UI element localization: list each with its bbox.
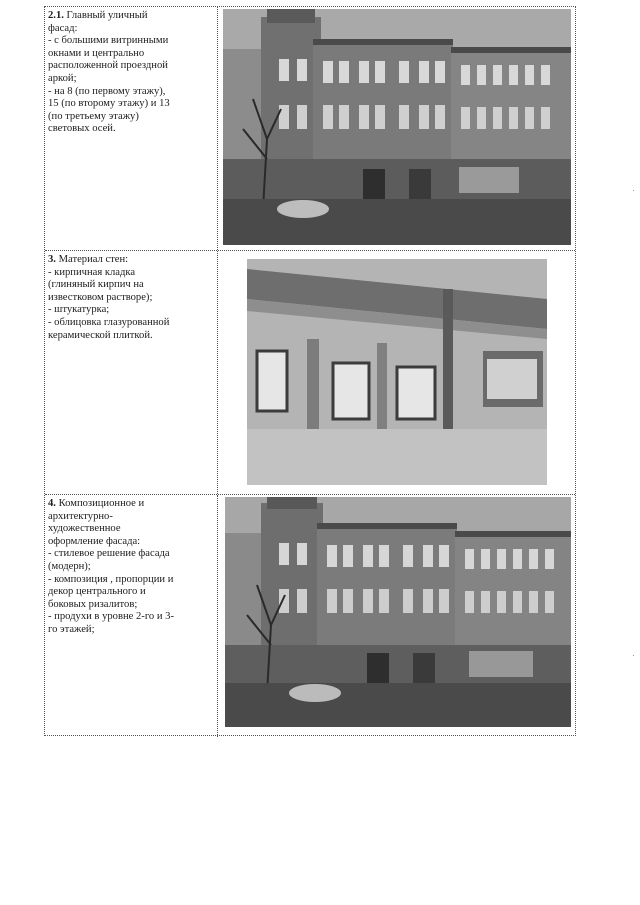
feature-description <box>48 254 214 342</box>
column-divider <box>217 7 218 250</box>
heritage-features-table <box>44 6 576 736</box>
composition-photo <box>225 497 571 727</box>
composition-photo-image <box>225 497 571 727</box>
feature-description <box>48 498 214 637</box>
feature-number: 2.1. <box>48 10 64 21</box>
table-row <box>45 495 575 737</box>
column-divider <box>217 495 218 737</box>
feature-description <box>48 10 214 136</box>
feature-number: 3. <box>48 254 56 265</box>
wall-detail-photo <box>247 259 547 485</box>
feature-number: 4. <box>48 498 56 509</box>
feature-text: Материал стен: - кирпичная кладка (глиняный кирпич на известковом растворе); - штукатурка; - облицовка глазурованной керамической плиткой. <box>48 254 170 341</box>
column-divider <box>217 251 218 494</box>
scan-speck <box>633 655 634 656</box>
feature-text: Главный уличный фасад: - с большими витринными окнами и центрально расположенной проездной аркой; - на 8 (по первому этажу), 15 (по второму этажу) и 13 (по третьему этажу) световых осей. <box>48 10 170 135</box>
table-row <box>45 7 575 251</box>
feature-text: Композиционное и архитектурно- художественное оформление фасада: - стилевое решение фасада (модерн); - композиция , пропорции и декор центрального и боковых ризалитов; - продухи в уровне 2-го и 3- го этажей; <box>48 498 174 635</box>
wall-detail-image <box>247 259 547 485</box>
facade-photo-image <box>223 9 571 245</box>
scan-speck <box>633 190 634 191</box>
facade-photo <box>223 9 571 245</box>
table-row <box>45 251 575 495</box>
